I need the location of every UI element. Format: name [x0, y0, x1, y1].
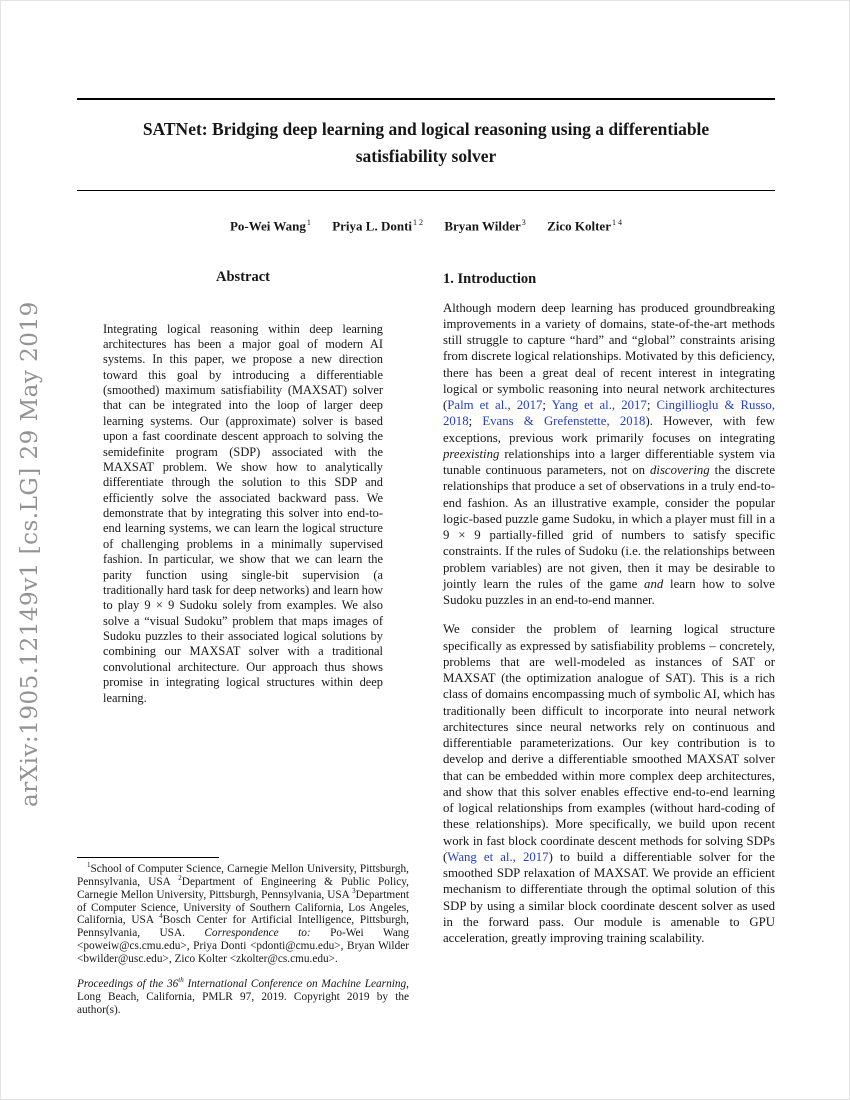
citation-link[interactable]: Cingillioglu & Russo, 2018 [443, 398, 776, 429]
author-affiliation-superscript: 3 [521, 218, 526, 228]
author [230, 218, 311, 234]
text-segment: School of Computer Science, Carnegie Mellon University, Pittsburgh, Pennsylvania, USA [77, 862, 409, 888]
text-segment: 2 [178, 874, 182, 883]
author [444, 218, 525, 234]
text-segment: Department of Engineering & Public Policy, Carnegie Mellon University, Pittsburgh, Pennsylvania, USA [77, 875, 409, 901]
text-segment: Correspondence to: [204, 927, 311, 940]
author [547, 218, 622, 234]
citation-link[interactable]: Evans & Grefenstette, 2018 [482, 414, 646, 429]
text-segment: 4 [159, 912, 163, 921]
footnote-rule [77, 857, 219, 858]
text-segment: the discrete relationships that produce a set of observations in a truly end-to-end fashion. As an illustrative example, consider the popular logic-based puzzle game Sudoku, in which a player must fill in a 9 × 9 partially-filled grid of numbers to satisfy specific constraints. If the rules of Sudoku (i.e. the relationships between problem variables) are not given, then it may be desirable to jointly learn the rules of the game [443, 463, 775, 591]
text-segment: , Long Beach, California, PMLR 97, 2019. Copyright 2019 by the author(s). [77, 977, 409, 1016]
right-column [443, 269, 775, 1017]
text-segment: relationships into a larger differentiable system via tunable continuous parameters, not on [443, 446, 775, 478]
author-affiliation-superscript: 1 4 [611, 218, 623, 228]
footnote-block [77, 857, 409, 1017]
author-name: Zico Kolter [547, 218, 611, 234]
abstract-heading: Abstract [216, 268, 270, 285]
intro-paragraph-2 [443, 621, 775, 946]
title-rule-bottom [77, 190, 775, 191]
text-segment: 3 [352, 886, 356, 895]
section-heading-introduction: 1. Introduction [443, 270, 537, 287]
text-segment: learn how to solve Sudoku puzzles in an end-to-end manner. [443, 576, 775, 608]
author [332, 218, 423, 234]
author-affiliation-superscript: 1 2 [413, 218, 424, 228]
text-segment: preexisting [443, 446, 500, 461]
intro-paragraph-1 [443, 300, 775, 609]
text-segment: Department of Computer Science, University of Southern California, Los Angeles, California, USA [77, 888, 409, 927]
citation-link[interactable]: Wang et al., 2017 [447, 849, 549, 864]
left-column [77, 269, 409, 1017]
text-segment: discovering [649, 463, 710, 478]
text-segment: We consider the problem of learning logical structure specifically as expressed by satisfiability problems – concretely, problems that are well-modeled as instances of SAT or MAXSAT (the optimization analogue of SAT). This is a rich class of domains encompassing much of symbolic AI, which has traditionally been difficult to incorporate into neural network architectures since neural networks rely on continuous and differentiable parameterizations. Our key contribution is to develop and derive a differentiable smoothed MAXSAT solver that can be embedded within more complex deep architectures, and show that this solver enables effective end-to-end learning of logical relationships from examples (without hard-coding of these relationships). More specifically, we build upon recent work in fast block coordinate descent methods for solving SDPs ( [443, 622, 775, 864]
text-segment: and [644, 576, 664, 591]
text-segment: Proceedings of the 36 [77, 977, 179, 990]
text-segment: ; [468, 414, 483, 429]
author-name: Po-Wei Wang [229, 218, 306, 234]
text-segment: Po-Wei Wang <poweiw@cs.cmu.edu>, Priya Donti <pdonti@cmu.edu>, Bryan Wilder <bwilder@usc.edu>, Zico Kolter <zkolter@cs.cmu.edu>. [77, 927, 410, 966]
citation-link[interactable]: Yang et al., 2017 [551, 398, 647, 413]
citation-link[interactable]: Palm et al., 2017 [447, 398, 543, 413]
author-name: Priya L. Donti [332, 218, 413, 234]
text-segment: th [178, 976, 184, 985]
paper-title: SATNet: Bridging deep learning and logical reasoning using a differentiable satisfiability solver [142, 119, 710, 167]
text-segment: ; [646, 398, 657, 413]
affiliations-footnote [77, 863, 409, 966]
two-column-body [77, 269, 775, 1017]
abstract-paragraph: Integrating logical reasoning within deep learning architectures has been a major goal of modern AI systems. In this paper, we propose a new direction toward this goal by introducing a differentiable (smoothed) maximum satisfiability (MAXSAT) solver that can be integrated into the loop of larger deep learning systems. Our (approximate) solver is based upon a fast coordinate descent approach to solving the semidefinite program (SDP) associated with the MAXSAT problem. We show how to analytically differentiate through the solution to this SDP and efficiently solve the associated backward pass. We demonstrate that by integrating this solver into end-to-end learning systems, we can learn the logical structure of challenging problems in a minimally supervised fashion. In particular, we show that we can learn the parity function using single-bit supervision (a traditionally hard task for deep networks) and learn how to play 9 × 9 Sudoku solely from examples. We also solve a “visual Sudoku” problem that maps images of Sudoku puzzles to their associated logical solutions by combining our MAXSAT solver with a traditional convolutional architecture. Our approach thus shows promise in integrating logical structures within deep learning. [103, 321, 383, 705]
author-affiliation-superscript: 1 [306, 218, 311, 228]
arxiv-watermark: arXiv:1905.12149v1 [cs.LG] 29 May 2019 [17, 301, 43, 807]
title-rule-top [77, 98, 775, 100]
text-segment: 1 [87, 861, 91, 870]
authors-line [77, 218, 775, 234]
proceedings-notice [77, 978, 409, 1017]
text-segment: Although modern deep learning has produced groundbreaking improvements in a variety of domains, state-of-the-art methods still struggle to capture “hard” and “global” constraints arising from discrete logical relationships. Motivated by this deficiency, there has been a great deal of recent interest in integrating logical or symbolic reasoning into neural network architectures ( [443, 300, 775, 413]
paper-content [77, 1, 775, 1017]
text-segment: Bosch Center for Artificial Intelligence, Pittsburgh, Pennsylvania, USA. [77, 914, 409, 940]
text-segment: ) to build a differentiable solver for the smoothed SDP relaxation of MAXSAT. We provide an efficient mechanism to differentiate through the optimal solution of this SDP by using a similar block coordinate descent solver as used in the forward pass. Our module is amenable to GPU acceleration, greatly improving training scalability. [443, 849, 775, 946]
author-name: Bryan Wilder [444, 218, 521, 234]
text-segment: ). However, with few exceptions, previous work primarily focuses on integrating [443, 414, 775, 445]
text-segment: International Conference on Machine Learning [183, 977, 407, 990]
text-segment: ; [542, 398, 552, 413]
